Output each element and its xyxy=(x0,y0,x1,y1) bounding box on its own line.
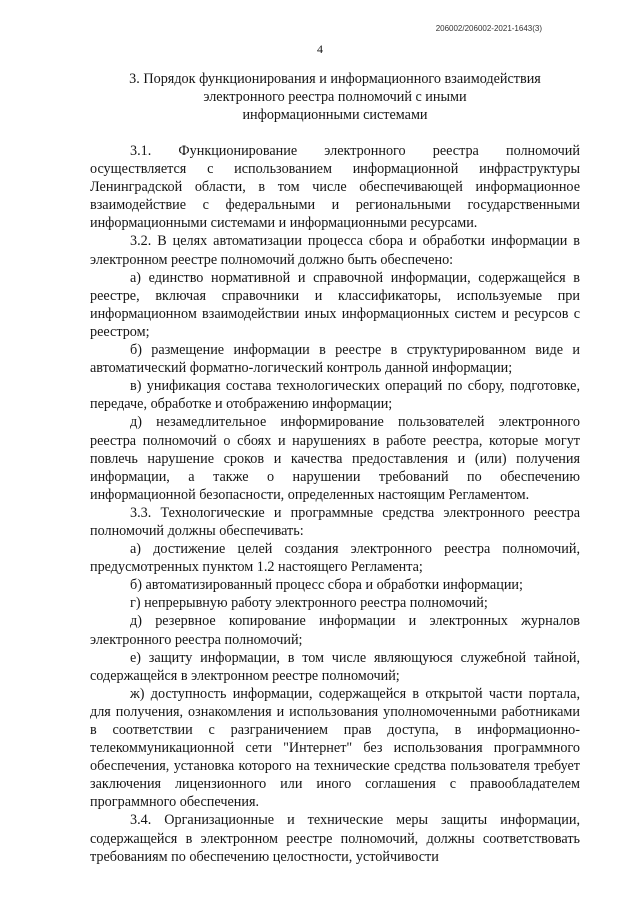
list-item-zh: ж) доступность информации, содержащейся в открытой части портала, для получения, ознакомления и использования уполномоченными работниками в соответствии с разграничением прав доступа, в информационно-телекоммуникационной сети "Интернет" без использования программного обеспечения, установка которого на технические средства пользователя требует заключения лицензионного или иного соглашения с правообладателем программного обеспечения. xyxy=(90,685,580,811)
list-item-g: г) непрерывную работу электронного реестра полномочий; xyxy=(130,595,488,612)
list-item-d: д) незамедлительное информирование пользователей электронного реестра полномочий о сбоях и нарушениях в работе реестра, которые могут повлечь нарушение сроков и качества предоставления и (или) получения информации, а также о нарушении требований по обеспечению информационной безопасности, определенных настоящим Регламентом. xyxy=(90,414,580,503)
page-number: 4 xyxy=(317,42,323,56)
list-item-b: б) автоматизированный процесс сбора и обработки информации; xyxy=(130,577,523,594)
document-body xyxy=(90,142,580,866)
list-item-a: а) единство нормативной и справочной информации, содержащейся в реестре, включая справочники и классификаторы, используемые при информационном взаимодействии иных информационных систем и ресурсов с реестром; xyxy=(90,269,580,340)
list-item-v: в) унификация состава технологических операций по сбору, подготовке, передаче, обработке и отображению информации; xyxy=(90,378,580,413)
section-heading xyxy=(90,70,580,124)
paragraph-3-2: 3.2. В целях автоматизации процесса сбора и обработки информации в электронном реестре полномочий должно быть обеспечено: xyxy=(90,233,580,268)
list-item-e: е) защиту информации, в том числе являющуюся служебной тайной, содержащейся в электронном реестре полномочий; xyxy=(90,649,580,684)
list-item-b: б) размещение информации в реестре в структурированном виде и автоматический форматно-логический контроль данной информации; xyxy=(90,342,580,377)
heading-line: электронного реестра полномочий с иными xyxy=(203,89,467,105)
list-item-a: а) достижение целей создания электронного реестра полномочий, предусмотренных пунктом 1.2 настоящего Регламента; xyxy=(90,541,580,576)
heading-line: информационными системами xyxy=(242,107,428,123)
list-item-d: д) резервное копирование информации и электронных журналов электронного реестра полномочий; xyxy=(90,613,580,648)
paragraph-3-3: 3.3. Технологические и программные средства электронного реестра полномочий должны обеспечивать: xyxy=(90,504,580,539)
paragraph-3-1: 3.1. Функционирование электронного реестра полномочий осуществляется с использованием информационной инфраструктуры Ленинградской области, в том числе обеспечивающей информационное взаимодействие с федеральными и региональными государственными информационными системами и информационными ресурсами. xyxy=(90,143,580,232)
paragraph-3-4: 3.4. Организационные и технические меры защиты информации, содержащейся в электронном реестре полномочий, должны соответствовать требованиям по обеспечению целостности, устойчивости xyxy=(90,812,580,865)
document-id: 206002/206002-2021-1643(3) xyxy=(435,24,542,33)
heading-line: 3. Порядок функционирования и информационного взаимодействия xyxy=(129,71,541,87)
